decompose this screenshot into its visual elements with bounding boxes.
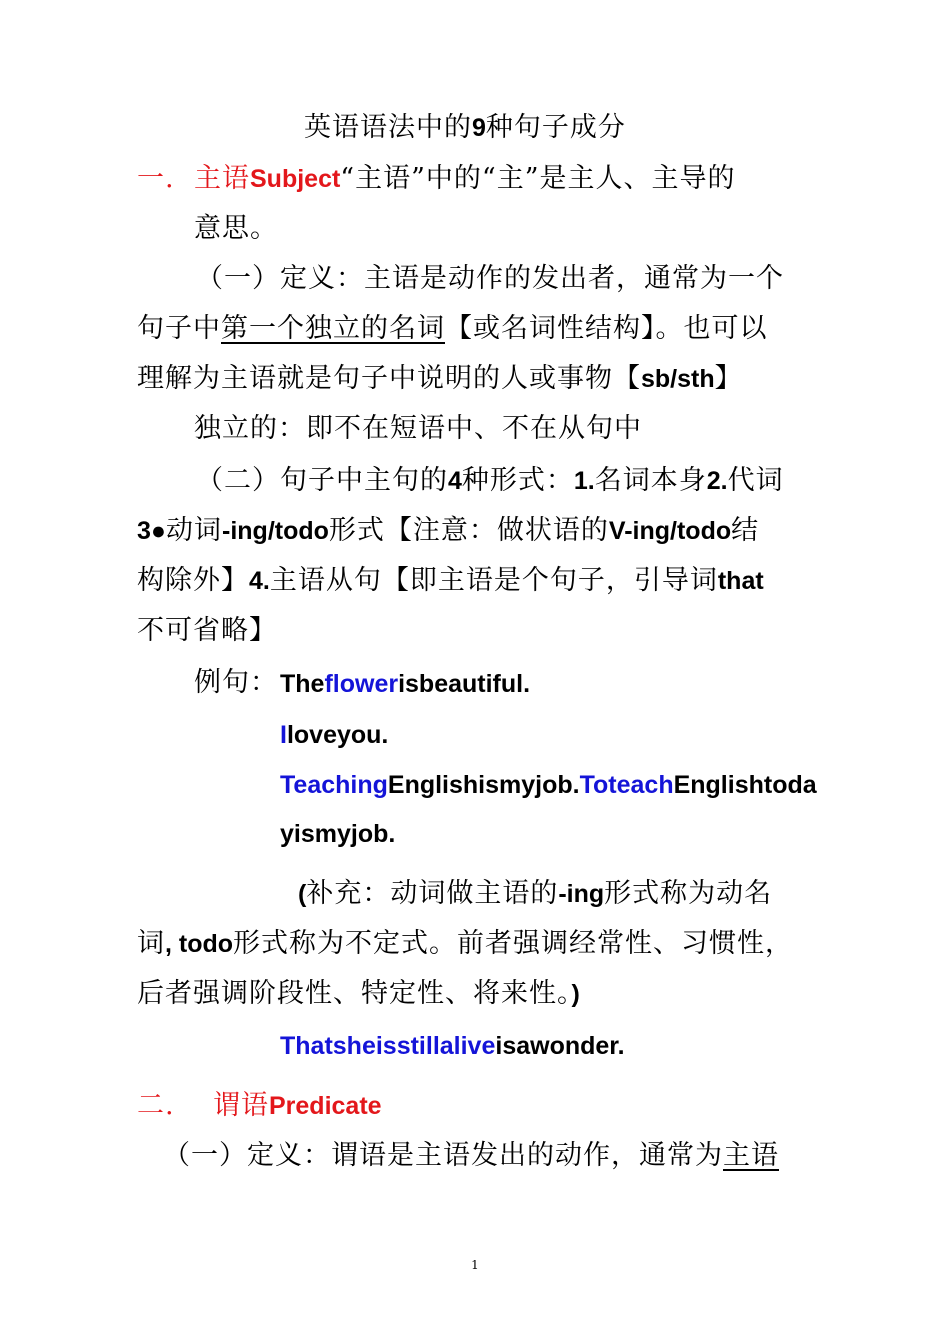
forms-line-2: 3●动词-ing/todo形式【注意：做状语的V-ing/todo结 xyxy=(137,515,760,546)
section-2-title: 谓语Predicate xyxy=(213,1090,382,1121)
section-1-number: 一. xyxy=(137,163,175,194)
forms-line-1: （二）句子中主句的4种形式：1.名词本身2.代词 xyxy=(196,465,784,496)
note-line-2: 词, todo形式称为不定式。前者强调经常性、习惯性， xyxy=(137,928,794,959)
section-2-definition: （一）定义：谓语是主语发出的动作，通常为主语 xyxy=(163,1140,779,1171)
example-4: Thatsheisstillaliveisawonder. xyxy=(280,1032,625,1060)
definition-line-1: （一）定义：主语是动作的发出者，通常为一个 xyxy=(196,263,784,294)
example-label: 例句： xyxy=(194,667,278,698)
section-1-title-cont: 意思。 xyxy=(194,213,278,244)
forms-line-3: 构除外】4.主语从句【即主语是个句子，引导词that xyxy=(137,565,764,596)
example-3: TeachingEnglishismyjob.ToteachEnglishtoda xyxy=(280,771,817,799)
page-number: 1 xyxy=(471,1258,479,1272)
definition-line-4: 独立的：即不在短语中、不在从句中 xyxy=(194,413,642,444)
definition-line-2: 句子中第一个独立的名词【或名词性结构】。也可以 xyxy=(137,313,768,344)
example-1: Theflowerisbeautiful. xyxy=(280,670,531,698)
definition-line-3: 理解为主语就是句子中说明的人或事物【sb/sth】 xyxy=(137,363,743,394)
example-3-cont: yismyjob. xyxy=(280,820,396,848)
section-1-heading xyxy=(137,161,175,197)
note-line-3: 后者强调阶段性、特定性、将来性。) xyxy=(137,978,580,1009)
forms-line-4: 不可省略】 xyxy=(137,615,277,646)
note-line-1: (补充：动词做主语的-ing形式称为动名 xyxy=(298,878,773,909)
section-1-title: 主语Subject“主语”中的“主”是主人、主导的 xyxy=(194,163,736,194)
page-title: 英语语法中的9种句子成分 xyxy=(304,112,626,143)
section-2-number: 二. xyxy=(137,1090,175,1121)
example-2: Iloveyou. xyxy=(280,721,389,749)
